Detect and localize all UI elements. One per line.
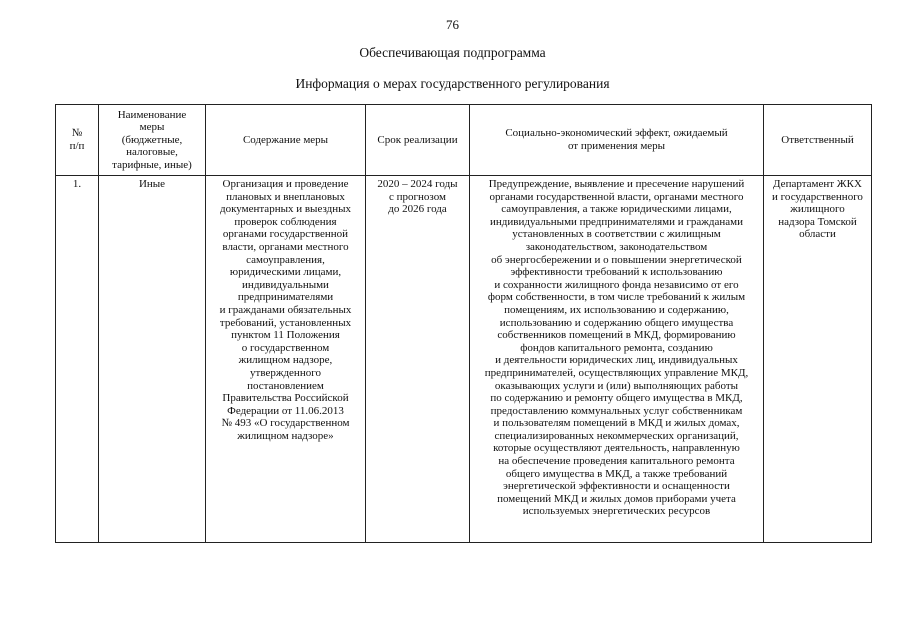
cell-effect: Предупреждение, выявление и пресечение нарушений органами государственной власти, органами местного самоуправления, а также юридическими лицами, индивидуальными предпринимателями и гражданами установленных в соответствии с жилищным законодательством, законодательством об энергосбережении и о повышении энергетической эффективности требований к использованию и сохранности жилищного фонда независимо от его форм собственности, в том числе требований к жилым помещениям, их использованию и содержанию, использованию и содержанию общего имущества собственников помещений в МКД, формированию фондов капитального ремонта, созданию и деятельности юридических лиц, индивидуальных предпринимателей, осуществляющих управление МКД, оказывающих услуги и (или) выполняющих работы по содержанию и ремонту общего имущества в МКД, предоставлению коммунальных услуг собственникам и пользователям помещений в МКД и жилых домах, специализированных некоммерческих организаций, которые осуществляют деятельность, направленную на обеспечение проведения капитального ремонта общего имущества в МКД, а также требований энергетической эффективности и оснащенности помещений МКД и жилых домов приборами учета используемых энергетических ресурсов (470, 176, 764, 543)
cell-measure-content: Организация и проведение плановых и внеплановых документарных и выездных проверок соблюдения органами государственной власти, органами местного самоуправления, юридическими лицами, индивидуальными предпринимателями и гражданами обязательных требований, установленных пунктом 11 Положения о государственном жилищном надзоре, утвержденного постановлением Правительства Российской Федерации от 11.06.2013 № 493 «О государственном жилищном надзоре» (206, 176, 366, 543)
cell-measure-name: Иные (99, 176, 206, 543)
cell-responsible: Департамент ЖКХ и государственного жилищного надзора Томской области (764, 176, 872, 543)
header-effect: Социально-экономический эффект, ожидаемый от применения меры (470, 105, 764, 176)
cell-term: 2020 – 2024 годы с прогнозом до 2026 года (366, 176, 470, 543)
header-term: Срок реализации (366, 105, 470, 176)
header-number: № п/п (56, 105, 99, 176)
section-title: Информация о мерах государственного регулирования (295, 76, 610, 91)
header-responsible: Ответственный (764, 105, 872, 176)
cell-number: 1. (56, 176, 99, 543)
page-number: 76 (446, 17, 459, 32)
header-measure-name: Наименование меры (бюджетные, налоговые, тарифные, иные) (99, 105, 206, 176)
header-measure-content: Содержание меры (206, 105, 366, 176)
table-row (56, 176, 872, 543)
subprogram-title: Обеспечивающая подпрограмма (359, 45, 546, 60)
measures-table (55, 104, 872, 543)
table-header-row (56, 105, 872, 176)
